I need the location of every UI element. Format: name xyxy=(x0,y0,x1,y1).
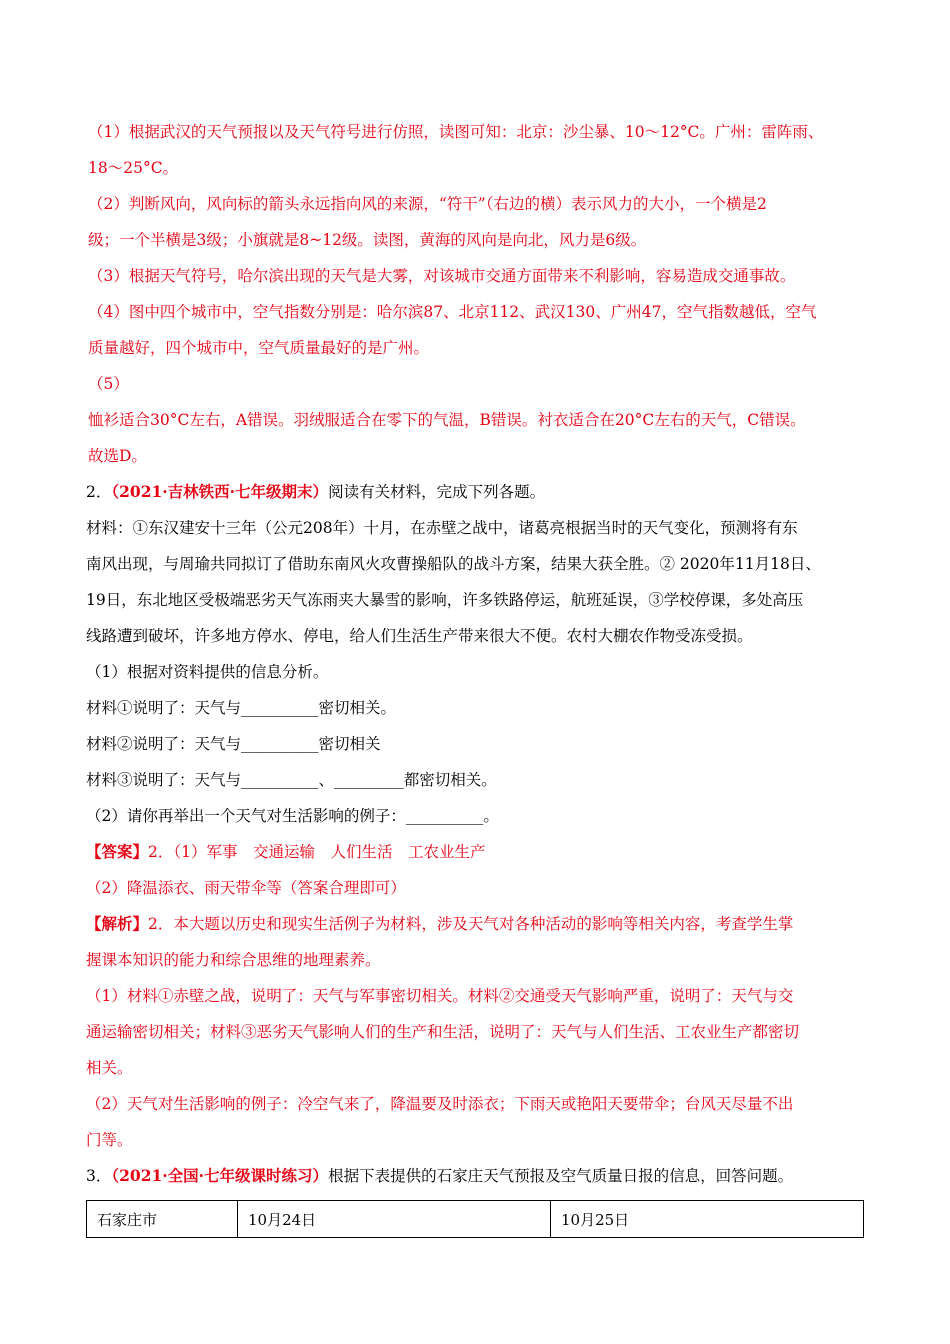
analysis-line: 质量越好，四个城市中，空气质量最好的是广州。 xyxy=(88,339,430,357)
analysis-text: 2．本大题以历史和现实生活例子为材料，涉及天气对各种活动的影响等相关内容，考查学生掌 xyxy=(148,915,794,933)
question-number: 2． xyxy=(86,483,112,501)
analysis-line: （2）判断风向，风向标的箭头永远指向风的来源，“符干”（右边的横）表示风力的大小，一个横是2 xyxy=(88,195,767,213)
answer-text: 2．（1）军事 交通运输 人们生活 工农业生产 xyxy=(148,843,486,861)
sub-question: （1）根据对资料提供的信息分析。 xyxy=(86,663,329,681)
analysis-line: 相关。 xyxy=(86,1059,133,1077)
question-source: （2021·吉林铁西·七年级期末） xyxy=(111,482,329,501)
analysis-q1 xyxy=(86,114,866,474)
question-number: 3． xyxy=(86,1167,112,1185)
question-2-heading xyxy=(86,474,866,510)
analysis-line: 故选D。 xyxy=(88,447,147,465)
sub-question: （2）请你再举出一个天气对生活影响的例子：__________。 xyxy=(86,807,499,825)
question-2 xyxy=(86,474,866,1158)
analysis-line: （2）天气对生活影响的例子：冷空气来了，降温要及时添衣；下雨天或艳阳天要带伞；台风天尽量不出 xyxy=(86,1095,794,1113)
table-cell: 石家庄市 xyxy=(87,1201,238,1238)
answer-line: （2）降温添衣、雨天带伞等（答案合理即可） xyxy=(86,879,406,897)
analysis-line: （4）图中四个城市中，空气指数分别是：哈尔滨87、北京112、武汉130、广州47，空气指数越低，空气 xyxy=(88,303,817,321)
analysis-line: 通运输密切相关；材料③恶劣天气影响人们的生产和生活，说明了：天气与人们生活、工农业生产都密切 xyxy=(86,1023,800,1041)
analysis-line: （1）材料①赤壁之战，说明了：天气与军事密切相关。材料②交通受天气影响严重，说明了：天气与交 xyxy=(86,987,794,1005)
analysis-line: 恤衫适合30°C左右，A错误。羽绒服适合在零下的气温，B错误。衬衣适合在20°C左右的天气，C错误。 xyxy=(88,411,806,429)
answer-line xyxy=(86,834,866,870)
analysis-line: 级；一个半横是3级；小旗就是8~12级。读图，黄海的风向是向北，风力是6级。 xyxy=(88,231,647,249)
analysis-line: 门等。 xyxy=(86,1131,133,1149)
material-line: 材料：①东汉建安十三年（公元208年）十月，在赤壁之战中，诸葛亮根据当时的天气变化，预测将有东 xyxy=(86,519,798,537)
sub-question: 材料①说明了：天气与__________密切相关。 xyxy=(86,699,397,717)
question-prompt: 根据下表提供的石家庄天气预报及空气质量日报的信息，回答问题。 xyxy=(328,1167,794,1185)
table-cell: 10月24日 xyxy=(238,1201,551,1238)
table-row xyxy=(87,1201,864,1238)
table-cell: 10月25日 xyxy=(551,1201,864,1238)
analysis-line: （3）根据天气符号，哈尔滨出现的天气是大雾，对该城市交通方面带来不利影响，容易造成交通事故。 xyxy=(88,267,796,285)
sub-question: 材料②说明了：天气与__________密切相关 xyxy=(86,735,381,753)
document-page xyxy=(86,114,866,1238)
material-line: 19日，东北地区受极端恶劣天气冻雨夹大暴雪的影响，许多铁路停运，航班延误，③学校停课，多处高压 xyxy=(86,591,804,609)
analysis-label: 【解析】 xyxy=(86,914,149,933)
analysis-line: （5） xyxy=(88,375,129,393)
analysis-line: （1）根据武汉的天气预报以及天气符号进行仿照，读图可知：北京：沙尘暴、10～12°C。广州：雷阵雨、 xyxy=(88,123,824,141)
material-line: 南风出现，与周瑜共同拟订了借助东南风火攻曹操船队的战斗方案，结果大获全胜。② 2020年11月18日、 xyxy=(86,555,821,573)
analysis-line: 握课本知识的能力和综合思维的地理素养。 xyxy=(86,951,381,969)
analysis-line: 18～25°C。 xyxy=(88,159,179,177)
question-prompt: 阅读有关材料，完成下列各题。 xyxy=(328,483,546,501)
weather-table xyxy=(86,1200,864,1238)
question-source: （2021·全国·七年级课时练习） xyxy=(111,1166,329,1185)
answer-label: 【答案】 xyxy=(86,842,149,861)
analysis-line xyxy=(86,906,866,942)
material-line: 线路遭到破坏，许多地方停水、停电，给人们生活生产带来很大不便。农村大棚农作物受冻受损。 xyxy=(86,627,753,645)
question-3-heading xyxy=(86,1158,866,1194)
question-3 xyxy=(86,1158,866,1238)
sub-question: 材料③说明了：天气与__________、_________都密切相关。 xyxy=(86,771,497,789)
